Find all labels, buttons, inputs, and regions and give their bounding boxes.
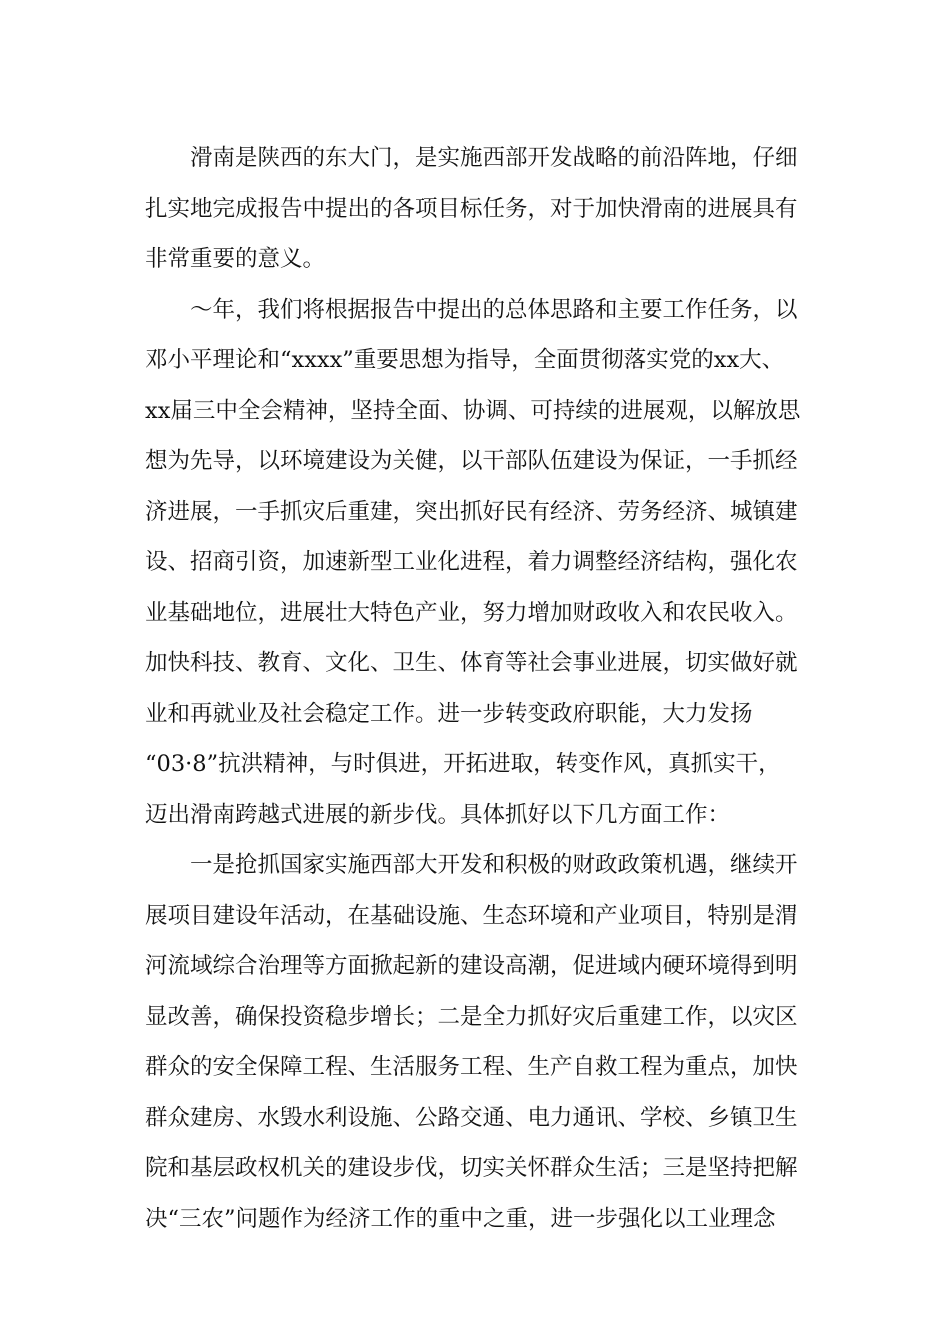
paragraph-3-line-5: 群众的安全保障工程、生活服务工程、生产自救工程为重点，加快 (145, 1054, 798, 1080)
paragraph-2-line-10: “03·8”抗洪精神，与时俱进，开拓进取，转变作风，真抓实干， (145, 751, 781, 777)
paragraph-1-line-1: 滑南是陕西的东大门，是实施西部开发战略的前沿阵地，仔细 (190, 145, 798, 171)
paragraph-2-line-4: 想为先导，以环境建设为关健，以干部队伍建设为保证，一手抓经 (145, 448, 798, 474)
paragraph-2-line-7: 业基础地位，进展壮大特色产业，努力增加财政收入和农民收入。 (145, 599, 798, 626)
paragraph-3-line-3: 河流域综合治理等方面掀起新的建设高潮，促进域内硬环境得到明 (145, 953, 798, 979)
paragraph-2-line-3: xx届三中全会精神，坚持全面、协调、可持续的进展观，以解放思 (145, 397, 801, 424)
paragraph-1-line-3: 非常重要的意义。 (145, 246, 326, 272)
paragraph-3-line-8: 决“三农”问题作为经济工作的重中之重，进一步强化以工业理念 (145, 1205, 776, 1232)
paragraph-3-line-6: 群众建房、水毁水利设施、公路交通、电力通讯、学校、乡镇卫生 (145, 1104, 798, 1131)
paragraph-3-line-2: 展项目建设年活动，在基础设施、生态环境和产业项目，特别是渭 (145, 902, 798, 929)
paragraph-2-line-2: 邓小平理论和“xxxx”重要思想为指导，全面贯彻落实党的xx大、 (145, 347, 785, 373)
body-text (145, 133, 815, 1244)
paragraph-2-line-8: 加快科技、教育、文化、卫生、体育等社会事业进展，切实做好就 (145, 650, 798, 676)
paragraph-1-line-2: 扎实地完成报告中提出的各项目标任务，对于加快滑南的进展具有 (145, 195, 798, 222)
paragraph-3-line-4: 显改善，确保投资稳步增长；二是全力抓好灾后重建工作，以灾区 (145, 1003, 798, 1030)
paragraph-3-line-1: 一是抢抓国家实施西部大开发和积极的财政政策机遇，继续开 (190, 852, 798, 878)
paragraph-2-line-11: 迈出滑南跨越式进展的新步伐。具体抓好以下几方面工作： (145, 801, 731, 828)
paragraph-2-line-1: ～年，我们将根据报告中提出的总体思路和主要工作任务，以 (190, 296, 798, 323)
paragraph-2-line-5: 济进展，一手抓灾后重建，突出抓好民有经济、劳务经济、城镇建 (145, 498, 798, 525)
paragraph-3-line-7: 院和基层政权机关的建设步伐，切实关怀群众生活；三是坚持把解 (145, 1155, 798, 1181)
paragraph-2-line-6: 设、招商引资，加速新型工业化进程，着力调整经济结构，强化农 (145, 549, 798, 575)
paragraph-2-line-9: 业和再就业及社会稳定工作。进一步转变政府职能，大力发扬 (145, 700, 753, 727)
